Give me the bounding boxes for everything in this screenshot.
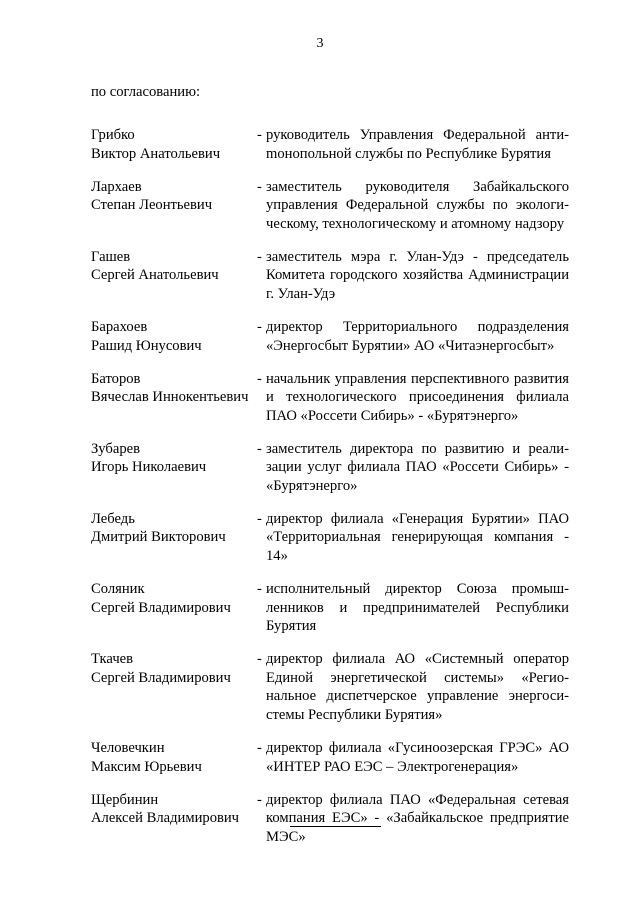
person-name	[91, 510, 257, 566]
list-item	[91, 318, 611, 355]
given-names: Виктор Анатольевич	[91, 145, 221, 162]
dash: -	[257, 127, 262, 143]
position-title: заместитель руководителя Забайкальского управления Федеральной службы по экологическому, технологическому и атомному надзору	[266, 178, 569, 232]
dash: -	[257, 248, 262, 265]
given-names: Сергей Владимирович	[91, 669, 231, 686]
closing-rule	[290, 826, 381, 827]
position-title: директор филиала АО «Системный оператор Единой энергетической системы» «Региональное диспетчерское управление энергосистемы Республики Бурятия»	[266, 651, 569, 723]
given-names: Алексей Владимирович	[91, 810, 240, 827]
given-names: Вячеслав Иннокентьевич	[91, 389, 249, 406]
person-name	[91, 248, 257, 304]
position-title: директор филиала «Гусиноозерская ГРЭС» АО «ИНТЕР РАО ЕЭС – Электрогенерация»	[266, 739, 569, 775]
list-item	[91, 370, 611, 426]
surname: Гашев	[91, 248, 131, 265]
list-item	[91, 126, 611, 163]
surname: Лебедь	[91, 510, 135, 527]
position-title: директор филиала «Генерация Бурятии» ПАО «Территориальная генерирующая компания - 14»	[266, 510, 569, 565]
person-name	[91, 739, 257, 776]
person-name	[91, 318, 257, 355]
dash: -	[257, 318, 262, 335]
dash: -	[257, 178, 262, 195]
position-title: директор Территориального подразделения «Энергосбыт Бурятии» АО «Читаэнергосбыт»	[266, 318, 569, 354]
surname: Барахоев	[91, 318, 148, 335]
dash: -	[257, 370, 262, 387]
person-name	[91, 580, 257, 636]
surname: Баторов	[91, 370, 141, 387]
position-title: директор филиала ПАО «Федеральная сетевая компания ЕЭС» - «Забайкальское предприятие МЭС»	[266, 791, 569, 845]
person-name	[91, 126, 257, 163]
given-names: Игорь Николаевич	[91, 459, 207, 476]
position-title: заместитель мэра г. Улан-Удэ - председатель Комитета городского хозяйства Администрации г. Улан-Удэ	[266, 248, 569, 302]
approval-list	[91, 126, 611, 861]
given-names: Сергей Анатольевич	[91, 267, 219, 284]
intro-text: по согласованию:	[91, 84, 201, 100]
dash: -	[257, 440, 262, 457]
given-names: Степан Леонтьевич	[91, 197, 213, 214]
position-title: заместитель директора по развитию и реализации услуг филиала ПАО «Россети Сибирь» - «Бурятэнерго»	[266, 440, 569, 494]
dash: -	[257, 791, 262, 808]
list-item	[91, 510, 611, 566]
surname: Ткачев	[91, 651, 134, 668]
person-name	[91, 440, 257, 496]
surname: Зубарев	[91, 440, 140, 457]
dash: -	[257, 651, 262, 668]
position-title: руководитель Управления Федеральной антиmонопольной службы по Республике Бурятия	[266, 127, 569, 162]
given-names: Сергей Владимирович	[91, 599, 231, 616]
list-item	[91, 791, 611, 847]
surname: Лархаев	[91, 178, 142, 195]
person-name	[91, 178, 257, 234]
page-number: 3	[316, 36, 324, 51]
given-names: Максим Юрьевич	[91, 758, 202, 775]
given-names: Дмитрий Викторович	[91, 529, 226, 546]
position-title: исполнительный директор Союза промышленников и предпринимателей Республики Бурятия	[266, 581, 569, 635]
list-item	[91, 248, 611, 304]
surname: Человечкин	[91, 739, 165, 756]
list-item	[91, 440, 611, 496]
list-item	[91, 739, 611, 776]
person-name	[91, 650, 257, 724]
person-name	[91, 791, 257, 847]
person-name	[91, 370, 257, 426]
surname: Соляник	[91, 581, 145, 598]
given-names: Рашид Юнусович	[91, 337, 202, 354]
list-item	[91, 178, 611, 234]
position-title: начальник управления перспективного развития и технологического присоединения филиала ПАО «Россети Сибирь» - «Бурятэнерго»	[266, 370, 569, 424]
list-item	[91, 580, 611, 636]
dash: -	[257, 739, 262, 756]
dash: -	[257, 510, 262, 527]
surname: Грибко	[91, 127, 135, 143]
dash: -	[257, 581, 262, 598]
surname: Щербинин	[91, 791, 159, 808]
list-item	[91, 650, 611, 724]
